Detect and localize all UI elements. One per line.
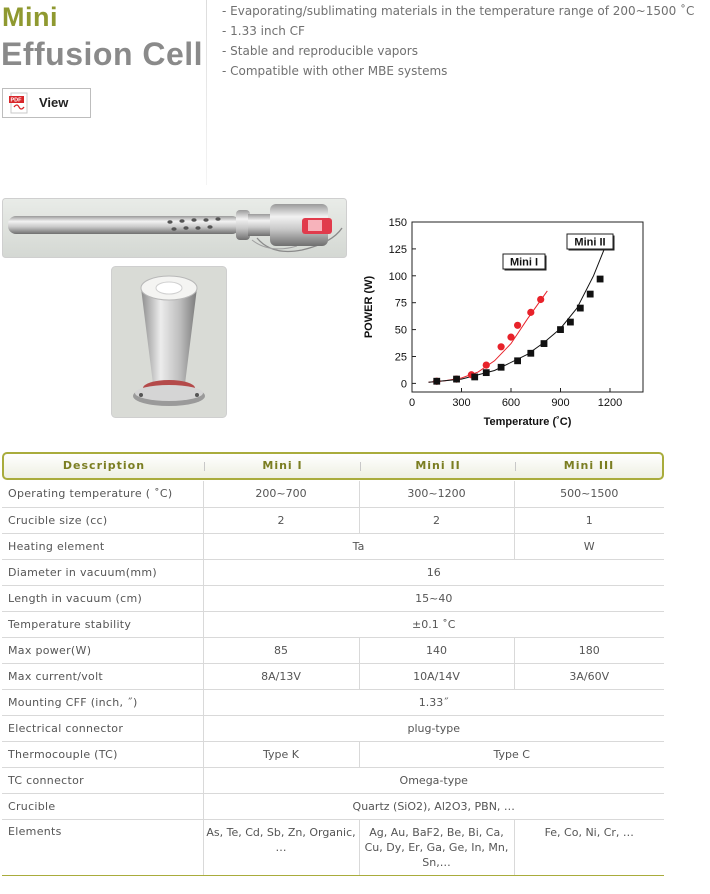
row-label: Temperature stability xyxy=(2,611,203,637)
row-label: Max current/volt xyxy=(2,663,203,689)
feature-item: - Compatible with other MBE systems xyxy=(222,64,448,78)
table-row xyxy=(2,767,664,793)
y-axis-label: POWER (W) xyxy=(363,275,375,339)
table-row xyxy=(2,559,664,585)
cell-value: Quartz (SiO2), Al2O3, PBN, … xyxy=(203,793,664,819)
table-row xyxy=(2,741,664,767)
data-point xyxy=(567,319,574,326)
cell-value: 2 xyxy=(359,507,514,533)
y-tick-label: 75 xyxy=(394,297,407,310)
header-divider xyxy=(206,0,207,185)
table-row xyxy=(2,481,664,507)
product-title-effusion-cell: Effusion Cell xyxy=(1,36,204,72)
row-label: Crucible xyxy=(2,793,203,819)
y-tick-label: 125 xyxy=(388,243,407,256)
x-tick-label: 1200 xyxy=(597,397,623,409)
product-title-mini: Mini xyxy=(2,2,58,32)
x-tick-label: 0 xyxy=(408,397,416,409)
spec-table-header xyxy=(2,452,664,480)
y-tick-label: 50 xyxy=(394,324,407,337)
data-point xyxy=(597,276,604,283)
row-label: Mounting CFF (inch, ˝) xyxy=(2,689,203,715)
cell-value: ±0.1 ˚C xyxy=(203,611,664,637)
data-point xyxy=(537,296,544,303)
pdf-file-icon xyxy=(8,92,30,114)
row-label: Thermocouple (TC) xyxy=(2,741,203,767)
table-row xyxy=(2,533,664,559)
cell-value: 300~1200 xyxy=(359,481,514,507)
data-point xyxy=(541,340,548,347)
table-row xyxy=(2,585,664,611)
series-fit-line xyxy=(429,291,548,382)
cell-value: 2 xyxy=(203,507,359,533)
crucible-photo xyxy=(111,266,227,418)
cell-value: Ag, Au, BaF2, Be, Bi, Ca, Cu, Dy, Er, Ga, Ge, In, Mn, Sn,… xyxy=(359,819,514,875)
cell-value: Ta xyxy=(203,533,514,559)
table-row xyxy=(2,819,664,875)
svg-text:PDF: PDF xyxy=(10,97,22,104)
data-point xyxy=(527,309,534,316)
column-header-mini-2: Mini II xyxy=(415,459,461,472)
x-axis-label: Temperature (˚C) xyxy=(483,416,572,428)
feature-list xyxy=(222,3,694,83)
cell-value: Fe, Co, Ni, Cr, … xyxy=(514,819,664,875)
cell-value: 500~1500 xyxy=(514,481,664,507)
row-label: Operating temperature ( ˚C) xyxy=(2,481,203,507)
cell-value: 85 xyxy=(203,637,359,663)
power-vs-temperature-chart xyxy=(355,210,655,435)
column-header-mini-3: Mini III xyxy=(563,459,615,472)
y-tick-label: 100 xyxy=(388,270,407,283)
data-point xyxy=(577,305,584,312)
row-label: Max power(W) xyxy=(2,637,203,663)
data-point xyxy=(433,378,440,385)
cell-value: W xyxy=(514,533,664,559)
cell-value: Type K xyxy=(203,741,359,767)
row-label: Elements xyxy=(2,819,203,875)
table-row xyxy=(2,637,664,663)
column-header-mini-1: Mini I xyxy=(262,459,303,472)
cell-value: 180 xyxy=(514,637,664,663)
table-row xyxy=(2,663,664,689)
data-point xyxy=(483,362,490,369)
table-row xyxy=(2,715,664,741)
column-header-description: Description xyxy=(62,459,146,472)
data-point xyxy=(527,350,534,357)
cell-value: 3A/60V xyxy=(514,663,664,689)
spec-table xyxy=(2,481,664,876)
row-label: Heating element xyxy=(2,533,203,559)
data-point xyxy=(514,357,521,364)
data-point xyxy=(507,334,514,341)
row-label: Crucible size (cc) xyxy=(2,507,203,533)
table-row xyxy=(2,507,664,533)
cell-value: 16 xyxy=(203,559,664,585)
feature-item: - 1.33 inch CF xyxy=(222,24,305,38)
y-tick-label: 150 xyxy=(388,217,407,229)
row-label: Electrical connector xyxy=(2,715,203,741)
data-point xyxy=(498,343,505,350)
table-bottom-border xyxy=(2,875,664,876)
cell-value: plug-type xyxy=(203,715,664,741)
cell-value: 8A/13V xyxy=(203,663,359,689)
cell-value: Omega-type xyxy=(203,767,664,793)
series-label: Mini I xyxy=(509,256,539,269)
data-point xyxy=(471,374,478,381)
feature-item: - Stable and reproducible vapors xyxy=(222,44,418,58)
cell-value: 15~40 xyxy=(203,585,664,611)
row-label: Diameter in vacuum(mm) xyxy=(2,559,203,585)
x-tick-label: 900 xyxy=(551,397,570,409)
table-row xyxy=(2,689,664,715)
table-row xyxy=(2,611,664,637)
cell-value: Type C xyxy=(359,741,664,767)
row-label: TC connector xyxy=(2,767,203,793)
cell-value: 1.33˝ xyxy=(203,689,664,715)
cell-value: 10A/14V xyxy=(359,663,514,689)
x-tick-label: 600 xyxy=(501,397,521,409)
view-pdf-button[interactable] xyxy=(2,88,91,118)
cell-value: 200~700 xyxy=(203,481,359,507)
feature-item: - Evaporating/sublimating materials in the temperature range of 200~1500 ˚C xyxy=(222,4,695,18)
x-tick-label: 300 xyxy=(452,397,471,409)
cell-value: 1 xyxy=(514,507,664,533)
cell-value: 140 xyxy=(359,637,514,663)
data-point xyxy=(483,369,490,376)
view-button-label: View xyxy=(39,95,69,110)
data-point xyxy=(514,322,521,329)
y-tick-label: 0 xyxy=(400,378,407,391)
data-point xyxy=(587,291,594,298)
table-row xyxy=(2,793,664,819)
data-point xyxy=(498,364,505,371)
series-label: Mini II xyxy=(574,236,606,249)
data-point xyxy=(557,326,564,333)
data-point xyxy=(453,376,460,383)
effusion-cell-rod-photo xyxy=(2,198,347,258)
cell-value: As, Te, Cd, Sb, Zn, Organic, … xyxy=(203,819,359,875)
row-label: Length in vacuum (cm) xyxy=(2,585,203,611)
y-tick-label: 25 xyxy=(394,351,407,364)
